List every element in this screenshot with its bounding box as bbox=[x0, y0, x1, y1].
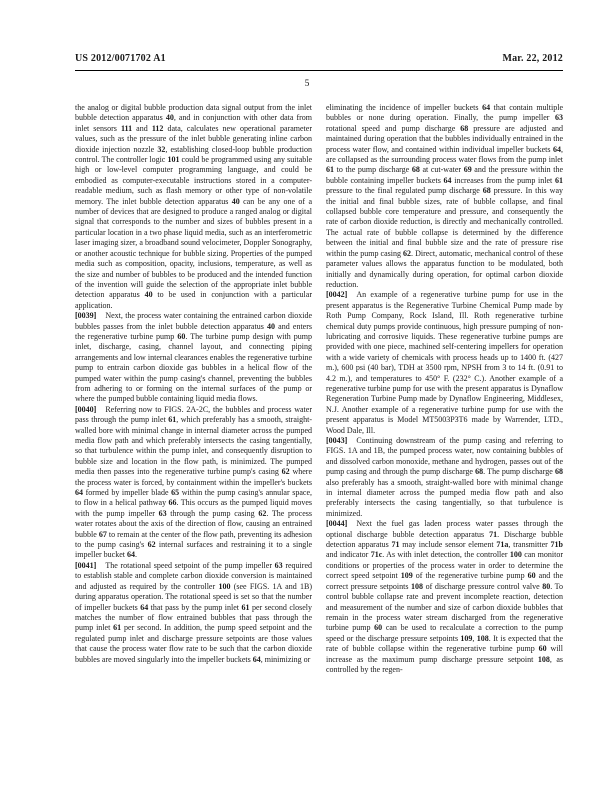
paragraph-0043 bbox=[326, 436, 563, 519]
paragraph-0041 bbox=[75, 561, 312, 665]
paragraph-continuation-right bbox=[326, 103, 563, 290]
paragraph-text: Referring now to FIGS. 2A-2C, the bubbles and process water pass through the pump inlet 61, which preferably has a smooth, straight-walled bore with minimal change in internal diameter across the pumped media flow path and which preferably intersects the casing tangentially, so that turbulence within the pump inlet, and consequently disruption to bubble size and location in the flow path, is minimized. The pumped media then passes into the regenerative turbine pump's casing 62 where the process water is forced, by containment within the impeller's buckets 64 formed by impeller blade 65 within the pump casing's annular space, to flow in a helical pathway 66. This occurs as the pumped liquid moves with the pump impeller 63 through the pump casing 62. The process water rotates about the axis of the direction of flow, causing an entrained bubble 67 to remain at the center of the flow path, preventing its adhesion to the pump casing's 62 internal surfaces and restraining it to a single impeller bucket 64. bbox=[75, 404, 312, 560]
paragraph-number: [0044] bbox=[326, 519, 348, 529]
paragraph-number: [0042] bbox=[326, 290, 348, 300]
publication-date: Mar. 22, 2012 bbox=[502, 53, 563, 64]
paragraph-0044 bbox=[326, 519, 563, 675]
right-column bbox=[326, 103, 563, 675]
paragraph-number: [0041] bbox=[75, 560, 97, 570]
page-number: 5 bbox=[304, 79, 310, 89]
paragraph-text: eliminating the incidence of impeller buckets 64 that contain multiple bubbles or none during operation. Finally, the pump impeller 63 rotational speed and pump discharge 68 pressure are adjusted and maintained during operation that the bubbles individually entrained in the process water flow, and contained within individual impeller buckets 64, are collapsed as the surrounding process water flows from the pump inlet 61 to the pump discharge 68 at cut-water 69 and the pressure within the bubble containing impeller buckets 64 increases from the pump inlet 61 pressure to the final regulated pump discharge 68 pressure. In this way the initial and final bubble sizes, rate of bubble collapse, and final collapsed bubble core temperature and pressure, and consequently the rate of carbon dioxide reduction, is directly and mechanically controlled. The actual rate of bubble collapse is determined by the difference between the initial and final bubble size and the rate of pressure rise within the pump casing 62. Direct, automatic, mechanical control of these parameter values allows the apparatus function to be modulated, both initially and dynamically during operation, for optimal carbon dioxide reduction. bbox=[326, 103, 563, 289]
paragraph-0039 bbox=[75, 311, 312, 405]
paragraph-continuation-left bbox=[75, 103, 312, 311]
paragraph-number: [0040] bbox=[75, 404, 97, 414]
paragraph-number: [0039] bbox=[75, 311, 97, 321]
paragraph-text: Continuing downstream of the pump casing and referring to FIGS. 1A and 1B, the pumped process water, now containing bubbles of and dissolved carbon monoxide, methane and hydrogen, passes out of the pump casing and through the pump discharge 68. The pump discharge 68 also preferably has a smooth, straight-walled bore with minimal change in internal diameter across the pumped media flow path and also preferably intersects the casing tangentially, so that turbulence is minimized. bbox=[326, 436, 563, 518]
paragraph-text: the analog or digital bubble production data signal output from the inlet bubble detection apparatus 40, and in conjunction with other data from inlet sensors 111 and 112 data, calculates new operational parameter values, such as the pressure of the inlet bubble generating inline carbon dioxide injection nozzle 32, establishing closed-loop bubble production control. The controller logic 101 could be programmed using any suitable high or low-level computer programming language, and could be embodied as computer-executable instructions stored in a computer-readable medium, such as flash memory or other type of non-volatile memory. The inlet bubble detection apparatus 40 can be any one of a number of devices that are designed to produce a ranged analog or digital signal that corresponds to the number and sizes of bubbles present in a particular location in a two phase liquid media, such as an interferometric laser imaging sizer, a broadband sound velocimeter, Doppler Sonography, or another acoustic technique for bubble sizing. Properties of the pumped media such as composition, opacity, inclusions, temperature, as well as the size and number of bubbles to be produced and the intended function of the invention will guide the selection of the appropriate inlet bubble detection apparatus 40 to be used in conjunction with a particular application. bbox=[75, 103, 313, 310]
paragraph-0042 bbox=[326, 290, 563, 436]
page-header bbox=[75, 53, 563, 64]
paragraph-text: The rotational speed setpoint of the pump impeller 63 required to establish stable and complete carbon dioxide conversion is maintained and adjusted as required by the controller 100 (see FIGS. 1A and 1B) during apparatus operation. The rotational speed is set so that the number of impeller buckets 64 that pass by the pump inlet 61 per second closely matches the number of flow entrained bubbles that pass through the pump inlet 61 per second. In addition, the pump speed setpoint and the regulated pump inlet and discharge pressure setpoints are those values that cause the process water flow rate to be such that the carbon dioxide bubbles are moved singularly into the impeller buckets 64, minimizing or bbox=[75, 560, 312, 664]
publication-number: US 2012/0071702 A1 bbox=[75, 53, 166, 64]
header-rule bbox=[75, 70, 563, 71]
paragraph-number: [0043] bbox=[326, 436, 348, 445]
left-column bbox=[75, 103, 312, 665]
paragraph-text: An example of a regenerative turbine pump for use in the present apparatus is the Regenerative Turbine Chemical Pump made by Roth Pump Company, Rock Island, Ill. Roth regenerative turbine chemical duty pumps provide continuous, high pressure pumping of non-lubricating and corrosive liquids. These regenerative turbine pumps are provided with one piece, machined self-centering impellers for operation with a wide variety of chemicals with process heads up to 1400 ft. (427 m.), 600 psi (40 bar), TDH at 3500 rpm, NPSH from 3 to 14 ft. (0.91 to 4.2 m.), and temperatures to 450° F. (232° C.). Another example of a regenerative turbine pump for use with the present apparatus is Dynaflow Regeneration Turbine Pump made by Dynaflow Engineering, Middlesex, N.J. Another example of a regenerative turbine pump for use with the present apparatus is Model MT5003P3T6 made by Warrender, LTD., Wood Dale, Ill. bbox=[326, 290, 563, 435]
paragraph-text: Next, the process water containing the entrained carbon dioxide bubbles passes from the inlet bubble detection apparatus 40 and enters the regenerative turbine pump 60. The turbine pump design with pump inlet, discharge, casing, channel layout, and connecting piping arrangements and low internal clearances enables the regenerative turbine pump to entrain carbon dioxide gas bubbles in a helical flow of the pumped water within the pump casing's channel, preventing the bubbles from adhering to or forming on the internal surfaces of the pump or where the pumped bubble containing liquid media flows. bbox=[75, 311, 312, 404]
paragraph-text: Next the fuel gas laden process water passes through the optional discharge bubble detection apparatus 71. Discharge bubble detection apparatus 71 may include sensor element 71a, transmitter 71b and indicator 71c. As with inlet detection, the controller 100 can monitor conditions or properties of the process water in order to determine the correct speed setpoint 109 of the regenerative turbine pump 60 and the correct pressure setpoints 108 of discharge pressure control valve 80. To control bubble collapse rate and prevent incomplete reaction, detection and measurement of the number and size of carbon dioxide bubbles that remain in the process water stream discharged from the regenerative turbine pump 60 can be used to recalculate a correction to the pump speed or the discharge pressure setpoints 109, 108. It is expected that the rate of bubble collapse within the regenerative turbine pump 60 will increase as the maximum pump discharge pressure setpoint 108, as controlled by the regen- bbox=[326, 519, 564, 674]
paragraph-0040 bbox=[75, 405, 312, 561]
